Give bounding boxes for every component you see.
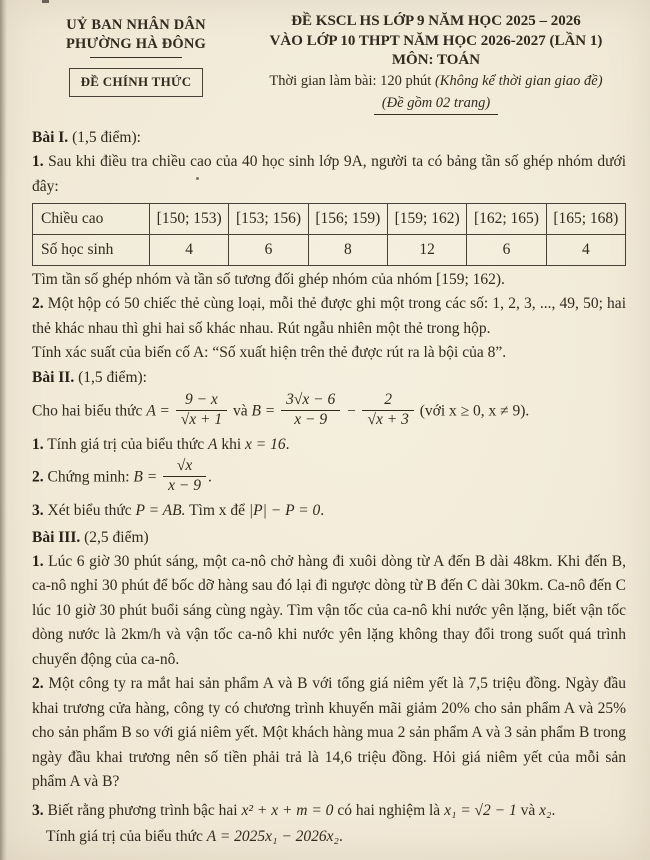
- bai2-item3: [32, 499, 626, 523]
- bai2-item1-period: .: [285, 435, 290, 453]
- fraction-numerator: 2: [362, 391, 413, 410]
- bai2-item1: [32, 433, 626, 457]
- bai1-heading: Bài I.: [32, 128, 69, 146]
- bai1-item2-question: Tính xác suất của biến cố A: “Số xuất hiện trên thẻ được rút ra là bội của 8”.: [32, 344, 507, 362]
- bai3-item3-period: .: [551, 801, 556, 819]
- bai3-heading-line: [32, 526, 626, 550]
- formula-B-lhs: B =: [251, 402, 276, 420]
- bai3-item2-paragraph: [32, 672, 626, 794]
- bai3-item1-paragraph: [32, 550, 626, 672]
- table-cell: [165; 168): [546, 204, 625, 235]
- table-cell: [153; 156): [229, 204, 308, 235]
- scan-artifact-mark: [42, 0, 49, 3]
- bai2-item2-B-lhs: B =: [133, 468, 158, 486]
- formula-B-fraction1: [281, 391, 340, 429]
- table-cell: 6: [467, 235, 546, 266]
- bai3-item1-text: Lúc 6 giờ 30 phút sáng, một ca-nô chở hàng đi xuôi dòng từ A đến B dài 48km. Khi đến B, ca-nô nghỉ 30 phút để bốc dỡ hàng sau đó lại đi ngược dòng từ B đến C dài 30km. Ca-nô đến C lúc 10 giờ 30 phút buổi sáng cùng ngày. Tìm vận tốc của ca-nô khi nước yên lặng, biết vận tốc dòng nước là 2km/h và vận tốc ca-nô khi nước yên lặng không thay đổi trong suốt quá trình chuyển động của ca-nô.: [32, 553, 626, 668]
- authority-line2: PHƯỜNG HÀ ĐÔNG: [65, 36, 206, 53]
- fraction-denominator: √x + 1: [180, 410, 223, 428]
- bai3-item3-root1: x₁ = √2 − 1: [444, 801, 517, 819]
- bai3-item2-text: Một công ty ra mắt hai sản phẩm A và B với tổng giá niêm yết là 7,5 triệu đồng. Ngày đầu khai trương cửa hàng, công ty có chương trình khuyến mãi giảm 20% cho sản phẩm A và 25% cho sản phẩm B so với giá niêm yết. Một khách hàng mua 2 sản phẩm A và 3 sản phẩm B trong ngày đầu khai trương nên số tiền phải trả là 14,6 triệu đồng. Hỏi giá niêm yết của mỗi sản phẩm A và B?: [32, 675, 626, 791]
- bai2-item3-before: Xét biểu thức: [43, 502, 132, 520]
- bai2-item1-math-x: x = 16: [245, 435, 286, 453]
- bai2-item2-period: .: [207, 468, 212, 486]
- bai3-item3-line2: [32, 825, 626, 849]
- table-row-counts: [33, 235, 626, 266]
- bai2-intro-condition: (với x ≥ 0, x ≠ 9).: [419, 402, 530, 420]
- bai1-item2-text: Một hộp có 50 chiếc thẻ cùng loại, mỗi thẻ được ghi một trong các số: 1, 2, 3, ..., 49, 50; hai thẻ khác nhau thì ghi hai số khác nhau. Rút ngẫu nhiên một thẻ trong hộp.: [32, 295, 626, 337]
- table-row-heights: [33, 204, 626, 235]
- bai1-points: (1,5 điểm):: [68, 128, 141, 146]
- bai3-item3-and: và: [520, 801, 536, 819]
- exam-duration-note: (Không kể thời gian giao đề): [434, 72, 603, 89]
- table-cell: 8: [308, 235, 387, 266]
- fraction-denominator: x − 9: [168, 476, 201, 494]
- table-cell: 4: [546, 235, 625, 266]
- bai2-heading-line: [32, 366, 626, 390]
- bai2-heading: Bài II.: [32, 368, 75, 386]
- table-cell: [156; 159): [308, 204, 387, 235]
- bai3-item3-root2: x₂: [539, 801, 552, 819]
- bai2-item3-mid: Tìm x để: [189, 502, 246, 520]
- table-cell: Số học sinh: [33, 235, 150, 266]
- bai2-points: (1,5 điểm):: [74, 368, 147, 386]
- bai2-item3-number: 3.: [32, 502, 44, 520]
- bai1-question-text: Tìm tần số ghép nhóm và tần số tương đối ghép nhóm của nhóm [159; 162).: [32, 271, 505, 288]
- exam-title-block: [240, 12, 626, 116]
- bai2-item3-period: .: [320, 502, 325, 520]
- bai3-item3-number: 3.: [32, 801, 44, 819]
- bai1-item2-number: 2.: [32, 295, 44, 313]
- table-cell: 4: [150, 235, 229, 266]
- bai1-item2-paragraph: [32, 292, 626, 341]
- bai2-intro-formula: [32, 393, 626, 431]
- bai2-item1-math-A: A: [208, 435, 218, 453]
- bai3-heading: Bài III.: [32, 528, 81, 546]
- fraction-denominator: √x + 3: [367, 410, 409, 428]
- bai2-item1-before: Tính giá trị của biểu thức: [43, 435, 205, 453]
- bai2-item1-mid: khi: [221, 435, 242, 453]
- bai3-item3-line2-before: Tính giá trị của biểu thức: [46, 828, 203, 846]
- exam-subject: MÔN: TOÁN: [391, 52, 481, 68]
- bai3-item3-mid: có hai nghiệm là: [337, 801, 441, 819]
- bai2-item2-before: Chứng minh:: [43, 468, 130, 486]
- table-cell: [159; 162): [387, 204, 466, 235]
- exam-duration-label: Thời gian làm bài: 120 phút: [269, 72, 435, 89]
- bai2-item2-number: 2.: [32, 468, 44, 486]
- table-cell: Chiều cao: [33, 204, 150, 235]
- bai2-item2: [32, 459, 626, 497]
- exam-title-line2: VÀO LỚP 10 THPT NĂM HỌC 2026-2027 (LẦN 1): [269, 32, 603, 49]
- bai1-heading-line: [32, 126, 626, 150]
- fraction-numerator: 3√x − 6: [281, 391, 340, 410]
- bai1-item1-text: Sau khi điều tra chiều cao của 40 học sinh lớp 9A, người ta có bảng tần số ghép nhóm dưới đây:: [32, 153, 626, 195]
- bai2-item2-fraction: [163, 457, 206, 495]
- bai2-item3-math-abs: |P| − P = 0: [248, 502, 321, 520]
- bai3-item2-number: 2.: [32, 675, 44, 693]
- bai3-item3-paragraph: [32, 799, 626, 823]
- formula-minus-sign: −: [346, 402, 357, 420]
- table-cell: 12: [387, 235, 466, 266]
- bai3-item3-before: Biết rằng phương trình bậc hai: [43, 801, 238, 819]
- fraction-numerator: √x: [163, 457, 206, 476]
- exam-pages-note: (Đề gồm 02 trang): [374, 94, 498, 115]
- table-cell: 6: [229, 235, 308, 266]
- bai2-intro-prefix: Cho hai biểu thức: [32, 402, 143, 420]
- frequency-table: [32, 203, 626, 266]
- formula-A-lhs: A =: [146, 402, 170, 420]
- scan-edge-shadow: [0, 0, 7, 860]
- bai3-item3-equation: x² + x + m = 0: [241, 801, 334, 819]
- formula-A-fraction: [176, 391, 227, 429]
- bai1-item1-paragraph: [32, 150, 626, 199]
- bai2-intro-and: và: [232, 402, 248, 420]
- table-cell: [162; 165): [467, 204, 546, 235]
- issuing-authority-block: [32, 12, 240, 97]
- bai3-item3-line2-period: .: [338, 828, 343, 846]
- exam-title-line1: ĐỀ KSCL HS LỚP 9 NĂM HỌC 2025 – 2026: [291, 13, 581, 29]
- bai1-item1-number: 1.: [32, 153, 44, 171]
- exam-duration-line: [246, 72, 626, 92]
- bai2-item3-math-P: P = AB.: [135, 502, 186, 520]
- exam-header: [32, 12, 626, 116]
- bai2-item1-number: 1.: [32, 435, 44, 453]
- official-exam-stamp: ĐỀ CHÍNH THỨC: [69, 68, 204, 97]
- exam-body: [32, 126, 626, 850]
- authority-line1: UỶ BAN NHÂN DÂN: [66, 17, 206, 33]
- fraction-numerator: 9 − x: [176, 391, 227, 410]
- fraction-denominator: x − 9: [294, 410, 328, 428]
- scan-speck: [196, 177, 199, 180]
- bai3-item3-line2-expression: A = 2025x₁ − 2026x₂: [206, 828, 339, 846]
- bai3-item1-number: 1.: [32, 553, 44, 570]
- formula-B-fraction2: [362, 391, 413, 429]
- bai3-points: (2,5 điểm): [80, 528, 149, 546]
- table-cell: [150; 153): [150, 204, 229, 235]
